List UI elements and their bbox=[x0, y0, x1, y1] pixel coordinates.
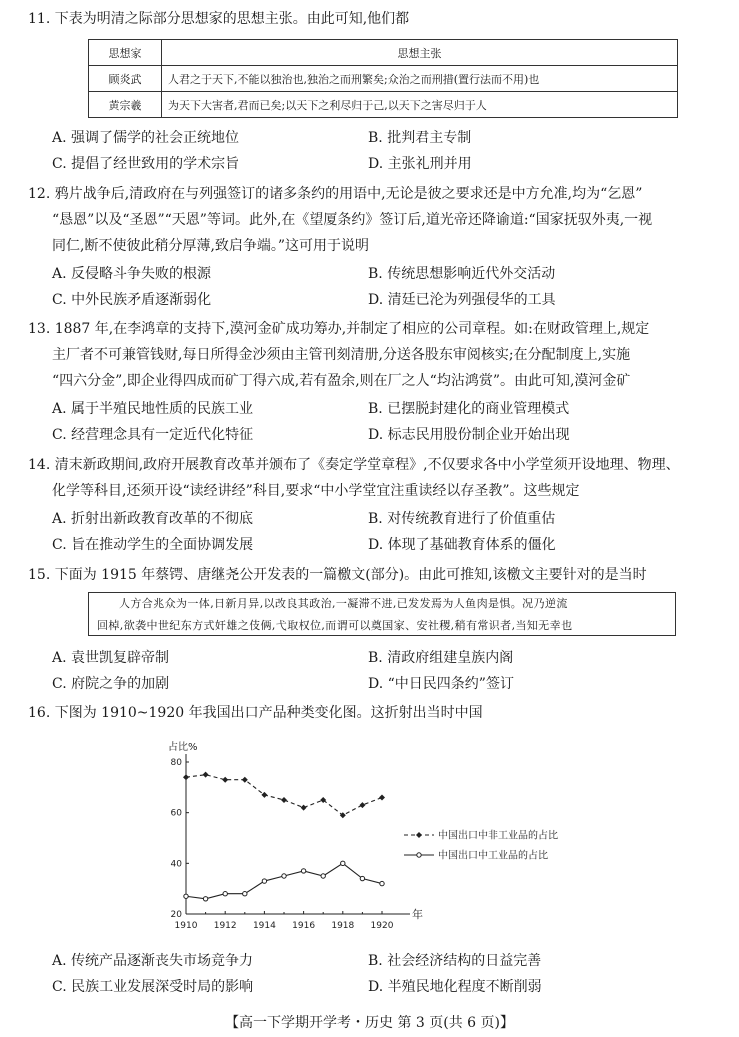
export-structure-chart bbox=[150, 732, 590, 942]
legend-label-0: 中国出口中非工业品的占比 bbox=[438, 830, 558, 842]
page-footer: 【高一下学期开学考・历史 第 3 页(共 6 页)】 bbox=[225, 1015, 514, 1031]
question-12-line: “恳恩”以及“圣恩”“天恩”等词。此外,在《望厦条约》签订后,道光帝还降谕道:“国家抚驭外夷,一视 bbox=[52, 212, 653, 228]
question-11-options bbox=[52, 125, 712, 177]
excerpt-line: 回棹,欲袭中世纪东方式奸雄之伎俩,弋取权位,而谓可以奠国家、安社稷,稍有常识者,当知无幸也 bbox=[97, 619, 573, 632]
option-c[interactable]: C. 经营理念具有一定近代化特征 bbox=[52, 427, 254, 443]
data-point bbox=[203, 897, 207, 901]
question-14-line: 化学等科目,还须开设“读经讲经”科目,要求“中小学堂宜注重读经以存圣教”。这些规定 bbox=[52, 483, 580, 499]
series-line-0 bbox=[186, 775, 382, 816]
y-tick-label: 80 bbox=[170, 758, 182, 768]
option-a[interactable]: A. 强调了儒学的社会正统地位 bbox=[52, 130, 240, 146]
data-point bbox=[183, 774, 189, 780]
option-b[interactable]: B. 批判君主专制 bbox=[368, 130, 472, 146]
table-row bbox=[89, 66, 678, 92]
data-point bbox=[301, 805, 307, 811]
data-point bbox=[281, 797, 287, 803]
data-point bbox=[222, 777, 228, 783]
option-a[interactable]: A. 折射出新政教育改革的不彻底 bbox=[52, 511, 254, 527]
data-point bbox=[301, 869, 305, 873]
option-a[interactable]: A. 反侵略斗争失败的根源 bbox=[52, 266, 212, 282]
question-12-options bbox=[52, 261, 712, 313]
option-c[interactable]: C. 中外民族矛盾逐渐弱化 bbox=[52, 292, 212, 308]
table-row bbox=[89, 92, 678, 118]
question-13-line: 主厂者不可兼管钱财,每日所得金沙须由主管刊刻清册,分送各股东审阅核实;在分配制度上,实施 bbox=[52, 347, 631, 363]
question-12-line: 同仁,断不使彼此稍分厚薄,致启争端。”这可用于说明 bbox=[52, 238, 370, 254]
data-point bbox=[223, 892, 227, 896]
option-d[interactable]: D. 主张礼刑并用 bbox=[368, 156, 472, 172]
question-16-stem: 16. 下图为 1910~1920 年我国出口产品种类变化图。这折射出当时中国 bbox=[28, 705, 483, 721]
data-point bbox=[242, 777, 248, 783]
option-c[interactable]: C. 民族工业发展深受时局的影响 bbox=[52, 979, 254, 995]
question-14-line: 14. 清末新政期间,政府开展教育改革并颁布了《奏定学堂章程》,不仅要求各中小学堂须开设地理、物理、 bbox=[28, 457, 680, 473]
y-tick-label: 20 bbox=[170, 910, 182, 920]
y-axis-label: 占比% bbox=[168, 742, 198, 753]
question-13-line: 13. 1887 年,在李鸿章的支持下,漠河金矿成功筹办,并制定了相应的公司章程。如:在财政管理上,规定 bbox=[28, 321, 650, 337]
table-header-row bbox=[89, 40, 678, 66]
data-point bbox=[359, 802, 365, 808]
data-point bbox=[282, 874, 286, 878]
option-b[interactable]: B. 已摆脱封建化的商业管理模式 bbox=[368, 401, 570, 417]
option-c[interactable]: C. 提倡了经世致用的学术宗旨 bbox=[52, 156, 240, 172]
excerpt-line: 人方合兆众为一体,日新月异,以改良其政治,一凝滞不进,已发发焉为人鱼肉是惧。况乃逆流 bbox=[119, 597, 568, 610]
question-12 bbox=[28, 181, 718, 259]
x-tick-label: 1920 bbox=[370, 921, 394, 931]
option-d[interactable]: D. 体现了基础教育体系的僵化 bbox=[368, 537, 556, 553]
question-13-options bbox=[52, 396, 712, 448]
question-16 bbox=[28, 700, 718, 726]
x-tick-label: 1914 bbox=[252, 921, 276, 931]
data-point bbox=[184, 894, 188, 898]
data-point bbox=[261, 792, 267, 798]
series-line-1 bbox=[186, 863, 382, 898]
option-a[interactable]: A. 袁世凯复辟帝制 bbox=[52, 650, 170, 666]
option-d[interactable]: D. 清廷已沦为列强侵华的工具 bbox=[368, 292, 556, 308]
y-tick-label: 60 bbox=[170, 808, 182, 819]
question-12-line: 12. 鸦片战争后,清政府在与列强签订的诸多条约的用语中,无论是彼之要求还是中方允准,均为“乞恩” bbox=[28, 186, 643, 202]
data-point bbox=[203, 772, 209, 778]
option-b[interactable]: B. 对传统教育进行了价值重估 bbox=[368, 511, 556, 527]
data-point bbox=[321, 874, 325, 878]
option-b[interactable]: B. 传统思想影响近代外交活动 bbox=[368, 266, 556, 282]
data-point bbox=[360, 876, 364, 880]
legend-marker bbox=[417, 853, 421, 857]
x-tick-label: 1910 bbox=[174, 921, 198, 931]
question-14 bbox=[28, 452, 718, 504]
data-point bbox=[380, 881, 384, 885]
option-d[interactable]: D. 标志民用股份制企业开始出现 bbox=[368, 427, 570, 443]
table-header-thinker: 思想家 bbox=[89, 40, 162, 66]
data-point bbox=[243, 892, 247, 896]
legend-label-1: 中国出口中工业品的占比 bbox=[438, 850, 548, 862]
option-c[interactable]: C. 旨在推动学生的全面协调发展 bbox=[52, 537, 254, 553]
option-b[interactable]: B. 社会经济结构的日益完善 bbox=[368, 953, 542, 969]
question-16-options bbox=[52, 948, 712, 1000]
data-point bbox=[341, 861, 345, 865]
thinkers-table bbox=[88, 39, 678, 118]
option-b[interactable]: B. 清政府组建皇族内阁 bbox=[368, 650, 514, 666]
x-tick-label: 1918 bbox=[331, 921, 355, 931]
option-a[interactable]: A. 属于半殖民地性质的民族工业 bbox=[52, 401, 254, 417]
question-15-options bbox=[52, 645, 712, 697]
question-11 bbox=[28, 6, 718, 32]
x-tick-label: 1916 bbox=[292, 921, 316, 931]
data-point bbox=[262, 879, 266, 883]
table-header-idea: 思想主张 bbox=[162, 40, 678, 66]
option-d[interactable]: D. “中日民四条约”签订 bbox=[368, 676, 514, 692]
data-point bbox=[379, 794, 385, 800]
table-cell-thinker: 黄宗羲 bbox=[89, 92, 162, 118]
option-c[interactable]: C. 府院之争的加剧 bbox=[52, 676, 170, 692]
question-11-stem: 11. 下表为明清之际部分思想家的思想主张。由此可知,他们都 bbox=[28, 11, 410, 27]
table-cell-thinker: 顾炎武 bbox=[89, 66, 162, 92]
y-tick-label: 40 bbox=[170, 859, 182, 870]
manifesto-excerpt-box bbox=[88, 592, 676, 636]
option-d[interactable]: D. 半殖民地化程度不断削弱 bbox=[368, 979, 542, 995]
question-15-stem: 15. 下面为 1915 年蔡锷、唐继尧公开发表的一篇檄文(部分)。由此可推知,该檄文主要针对的是当时 bbox=[28, 567, 647, 583]
legend-marker bbox=[416, 832, 422, 838]
x-axis-label: 年 bbox=[412, 908, 423, 921]
x-tick-label: 1912 bbox=[213, 921, 237, 931]
option-a[interactable]: A. 传统产品逐渐丧失市场竞争力 bbox=[52, 953, 254, 969]
table-cell-idea: 为天下大害者,君而已矣;以天下之利尽归于己,以天下之害尽归于人 bbox=[162, 92, 678, 118]
table-cell-idea: 人君之于天下,不能以独治也,独治之而刑繁矣;众治之而刑措(置行法而不用)也 bbox=[162, 66, 678, 92]
question-15 bbox=[28, 562, 718, 588]
question-13 bbox=[28, 316, 718, 394]
question-14-options bbox=[52, 506, 712, 558]
question-13-line: “四六分金”,即企业得四成而矿丁得六成,若有盈余,则在厂之人“均沾鸿赏”。由此可知,漠河金矿 bbox=[52, 373, 631, 389]
